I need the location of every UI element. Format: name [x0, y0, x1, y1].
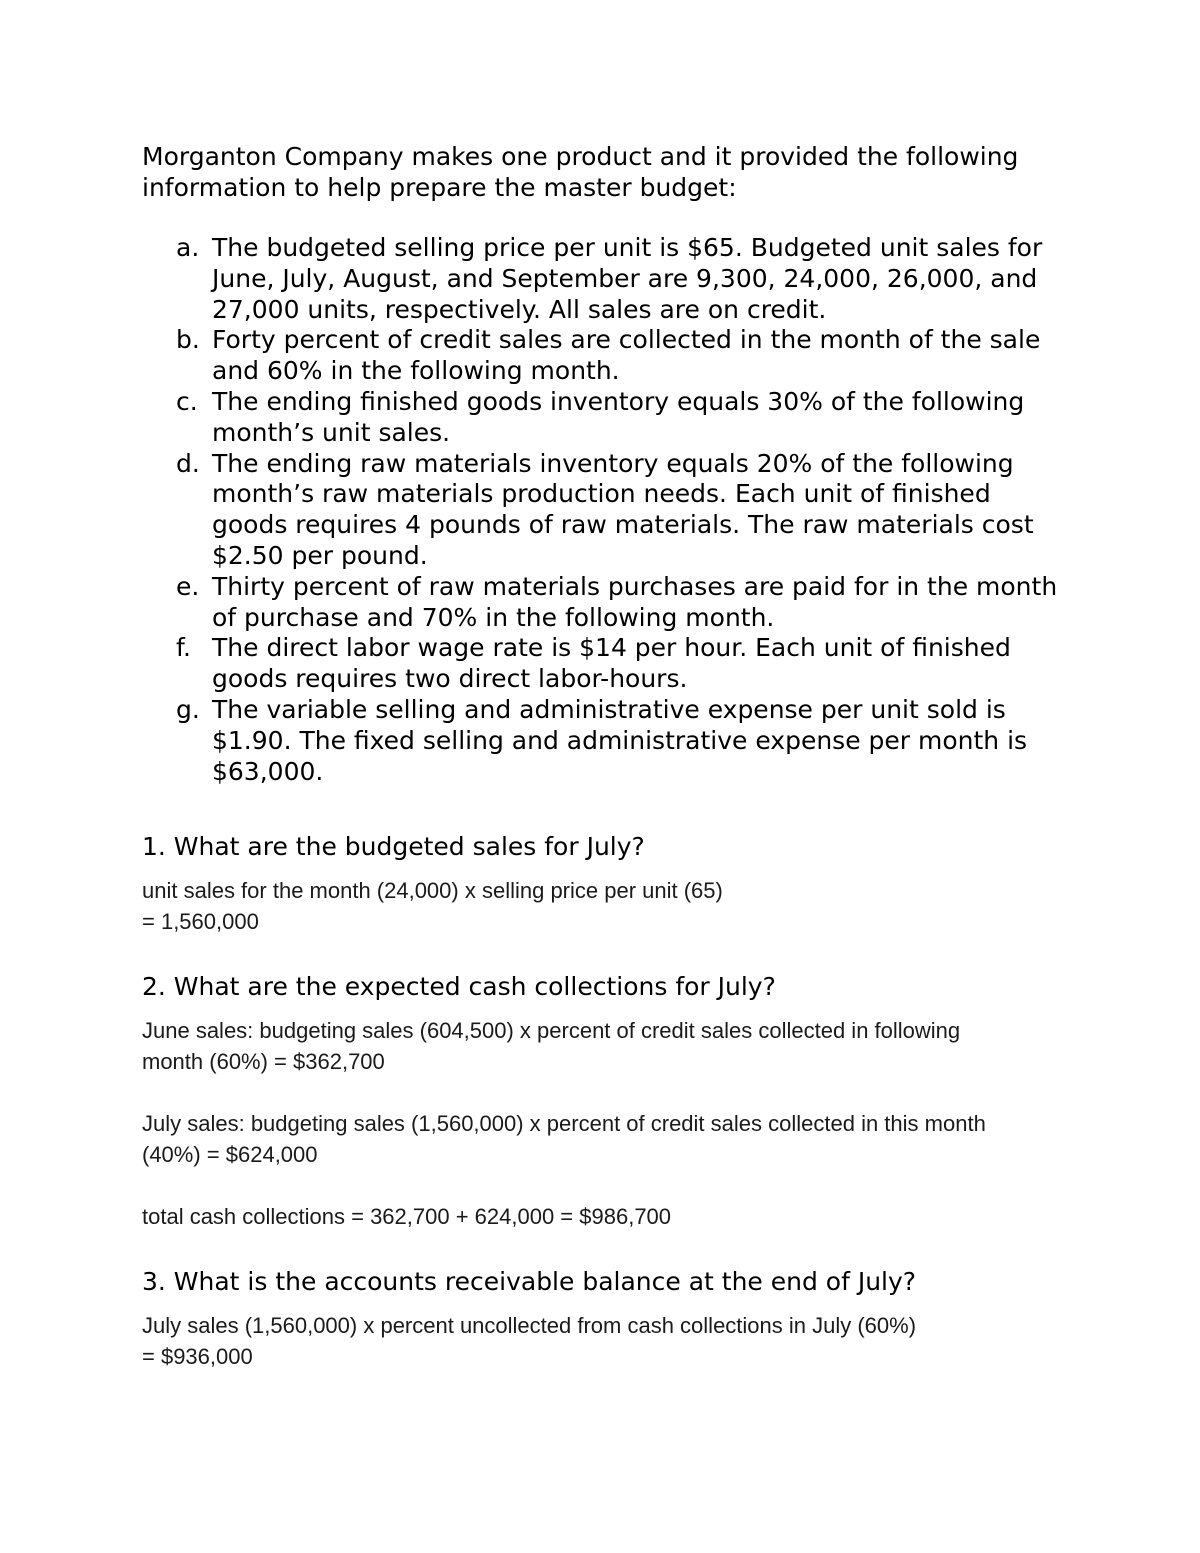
question-1	[142, 831, 1072, 937]
answer-line: July sales: budgeting sales (1,560,000) x percent of credit sales collected in this month	[142, 1111, 986, 1137]
list-item	[142, 233, 1072, 325]
answer-line: July sales (1,560,000) x percent uncollected from cash collections in July (60%)	[142, 1313, 917, 1339]
list-marker: e.	[176, 571, 200, 601]
intro-paragraph: Morganton Company makes one product and it provided the following information to help prepare the master budget:	[142, 142, 1019, 202]
list-marker: b.	[176, 325, 200, 355]
question-3	[142, 1266, 1072, 1372]
question-heading: 3. What is the accounts receivable balance at the end of July?	[142, 1267, 917, 1297]
answer-line: June sales: budgeting sales (604,500) x percent of credit sales collected in following	[142, 1018, 961, 1044]
list-item	[142, 449, 1072, 572]
list-marker: d.	[176, 448, 200, 478]
list-marker: c.	[176, 386, 198, 416]
document-page	[142, 141, 1072, 1372]
answer-text	[142, 875, 1072, 937]
question-heading: 2. What are the expected cash collections for July?	[142, 972, 776, 1002]
list-item-text: The ending raw materials inventory equals 20% of the following month’s raw materials production needs. Each unit of finished goods requires 4 pounds of raw materials. The raw materials cost $2.50 per pound.	[212, 448, 1034, 570]
info-list	[142, 233, 1072, 787]
list-marker: a.	[176, 233, 200, 262]
list-item-text: The variable selling and administrative expense per unit sold is $1.90. The fixed selling and administrative expense per month is $63,000.	[212, 694, 1028, 786]
answer-line: = 1,560,000	[142, 909, 259, 935]
list-item-text: Thirty percent of raw materials purchases are paid for in the month of purchase and 70% in the following month.	[212, 571, 1058, 632]
answer-june-sales	[142, 1015, 1072, 1077]
list-item-text: Forty percent of credit sales are collected in the month of the sale and 60% in the following month.	[212, 325, 1041, 386]
list-item	[142, 633, 1072, 695]
answer-total-collections: total cash collections = 362,700 + 624,000 = $986,700	[142, 1204, 672, 1230]
list-item-text: The direct labor wage rate is $14 per hour. Each unit of finished goods requires two direct labor-hours.	[212, 633, 1011, 694]
list-item	[142, 387, 1072, 449]
answer-text	[142, 1310, 1072, 1372]
list-item	[142, 325, 1072, 387]
list-marker: f.	[176, 633, 191, 663]
answer-july-sales	[142, 1108, 1072, 1170]
list-item-text: The budgeted selling price per unit is $65. Budgeted unit sales for June, July, August, and September are 9,300, 24,000, 26,000, and 27,000 units, respectively. All sales are on credit.	[212, 233, 1043, 324]
list-item-text: The ending finished goods inventory equals 30% of the following month’s unit sales.	[212, 386, 1025, 447]
question-2	[142, 971, 1072, 1232]
list-marker: g.	[176, 694, 200, 724]
list-item	[142, 695, 1072, 787]
answer-line: (40%) = $624,000	[142, 1142, 318, 1168]
list-item	[142, 572, 1072, 634]
answer-line: = $936,000	[142, 1344, 253, 1370]
answer-line: unit sales for the month (24,000) x selling price per unit (65)	[142, 878, 723, 904]
answer-line: month (60%) = $362,700	[142, 1049, 385, 1075]
question-heading: 1. What are the budgeted sales for July?	[142, 832, 645, 862]
